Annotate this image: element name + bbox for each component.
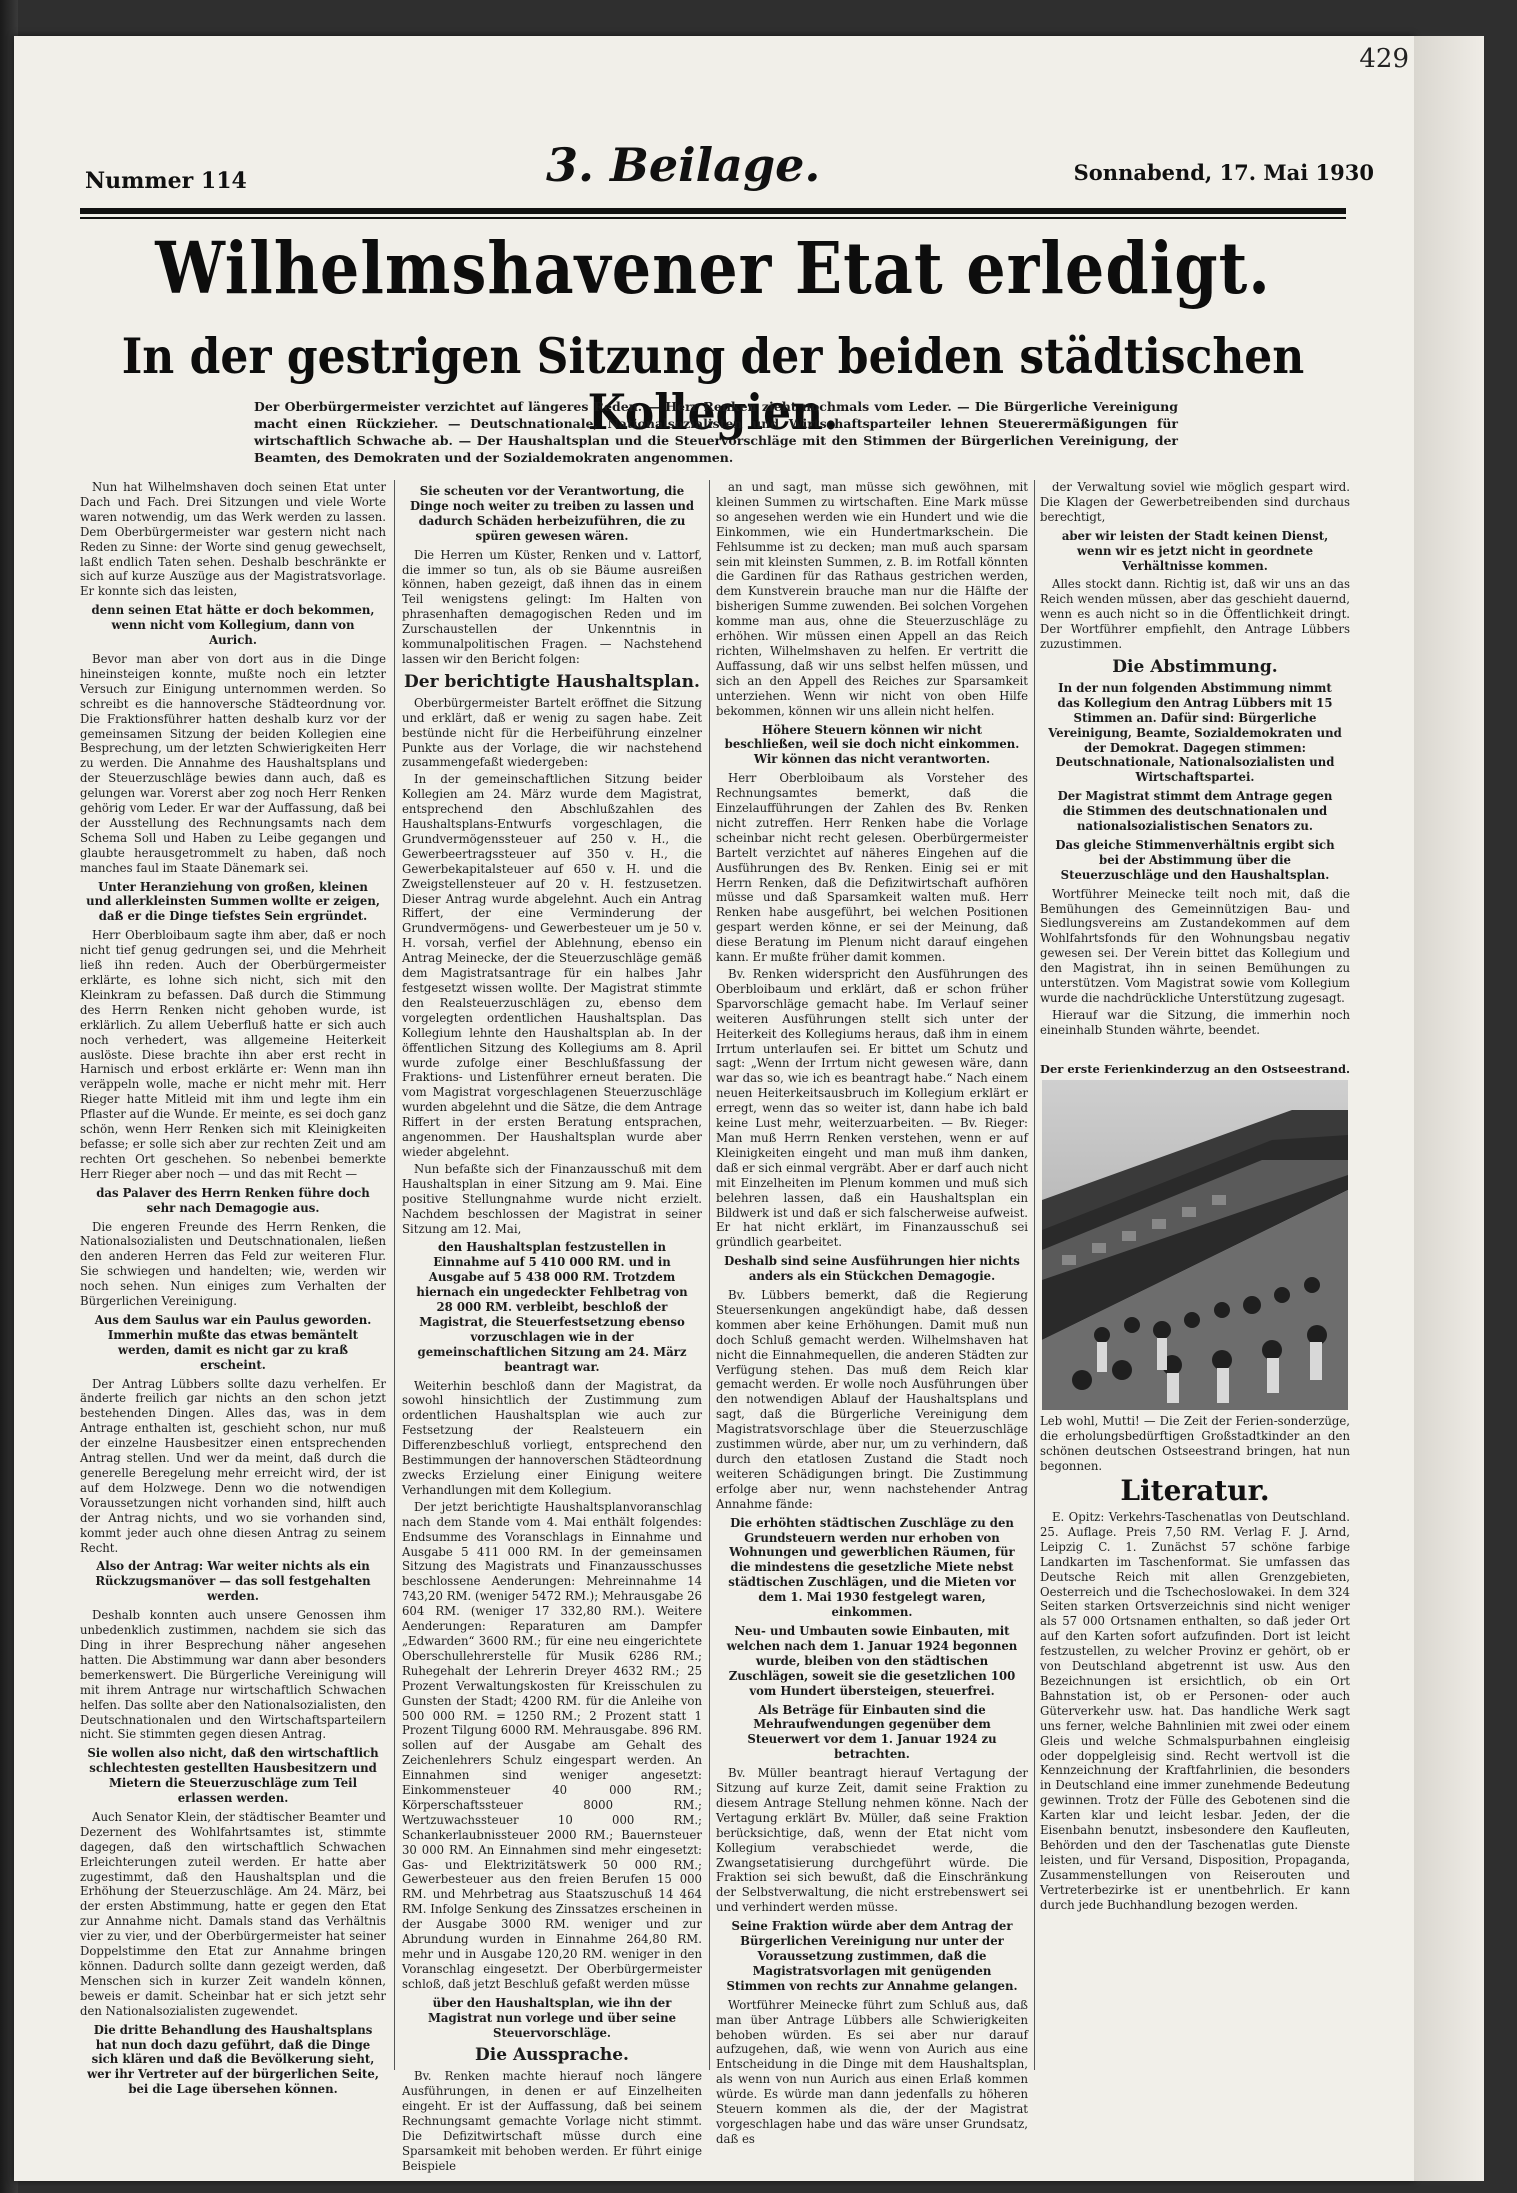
emphasized-paragraph: Das gleiche Stimmenverhältnis ergibt sich bei der Abstimmung über die Steuerzuschläge und den Haushaltsplan. — [1055, 837, 1335, 882]
paragraph: Die engeren Freunde des Herrn Renken, die Nationalsozialisten und Deutschnationalen, ließen den anderen Herren das Feld zur weiteren Flur. Sie schwiegen und handelten; wie, werden wir noch sehen. Nun einiges zum Verhalten der Bürgerlichen Vereinigung. — [80, 1219, 386, 1309]
paragraph: Weiterhin beschloß dann der Magistrat, da sowohl hinsichtlich der Zustimmung zum ordentlichen Haushaltsplan wie auch zur Festsetzung der Realsteuern ein Differenzbeschluß vorliegt, entsprechend den Bestimmungen der hannoverschen Städteordnung zwecks Erzielung einer Einigung weitere Verhandlungen mit dem Kollegium. — [402, 1378, 702, 1497]
paragraph: Bv. Müller beantragt hierauf Vertagung der Sitzung auf kurze Zeit, damit seine Fraktion zu diesem Antrage Stellung nehmen könne. Nach der Vertagung erklärt Bv. Müller, daß seine Fraktion berücksichtige, daß, wenn der Etat nicht vom Kollegium verabschiedet werde, die Zwangsetatisierung durchgeführt würde. Die Fraktion sei sich bewußt, daß die Einschränkung der Selbstverwaltung, die nicht erstrebenswert sei und verhindert werden müsse. — [716, 1766, 1028, 1915]
literatur-heading: Literatur. — [1120, 1474, 1270, 1507]
emphasized-paragraph: In der nun folgenden Abstimmung nimmt das Kollegium den Antrag Lübbers mit 15 Stimmen an. Dafür sind: Bürgerliche Vereinigung, Beamte, Sozialdemokraten und der Demokrat. Dagegen stimmen: Deutschnationale, Nationalsozialisten und Wirtschaftspartei. — [1048, 680, 1342, 785]
emphasized-paragraph: Deshalb sind seine Ausführungen hier nichts anders als ein Stückchen Demagogie. — [724, 1254, 1020, 1284]
emphasized-paragraph: Der Magistrat stimmt dem Antrage gegen die Stimmen des deutschnationalen und nationalsozialistischen Senators zu. — [1057, 789, 1333, 834]
paragraph: Bevor man aber von dort aus in die Dinge hineinsteigen konnte, mußte noch ein letzter Versuch zur Einigung unternommen werden. So schreibt es die hannoversche Städteordnung vor. Die Fraktionsführer hatten deshalb kurz vor der gemeinsamen Sitzung der beiden Kollegien eine Besprechung, um der letzten Schwierigkeiten Herr zu werden. Die Annahme des Haushaltsplans und der Steuerzuschläge bewies dann auch, daß es gelungen war. Vorerst aber zog noch Herr Renken gehörig vom Leder. Er war der Auffassung, daß bei der Ausstellung des Rechnungsamts nach dem Schema Soll und Haben zu Leibe gegangen und glaubte herausgetrommelt zu haben, daß noch manches faul im Staate Dänemark sei. — [80, 651, 386, 875]
paragraph: Bv. Renken machte hierauf noch längere Ausführungen, in denen er auf Einzelheiten eingeht. Er ist der Auffassung, daß bei seinem Rechnungsamt gemachte Vorlage nicht stimmt. Die Defizitwirtschaft müsse durch eine Sparsamkeit mit behoben werden. Er führt einige Beispiele — [402, 2069, 702, 2173]
emphasized-paragraph: Sie wollen also nicht, daß den wirtschaftlich schlechtesten gestellten Hausbesitzern und Mietern die Steuerzuschläge zum Teil erlassen werden. — [87, 1746, 379, 1806]
paragraph: Deshalb konnten auch unsere Genossen ihm unbedenklich zustimmen, nachdem sie sich das Ding in ihrer Besprechung näher angesehen hatten. Die Abstimmung war dann aber besonders bemerkenswert. Die Bürgerliche Vereinigung will mit ihrem Antrage nur wirtschaftlich Schwachen helfen. Das sollte aber den Nationalsozialisten, den Deutschnationalen und den Wirtschaftsparteilern nicht. Sie stimmten gegen diesen Antrag. — [80, 1608, 386, 1742]
emphasized-paragraph: Also der Antrag: War weiter nichts als ein Rückzugsmanöver — das soll festgehalten werden. — [95, 1559, 371, 1604]
article-column-3 — [716, 480, 1028, 2146]
paragraph: Hierauf war die Sitzung, die immerhin noch eineinhalb Stunden währte, beendet. — [1040, 1007, 1350, 1037]
lead-paragraph: Der Oberbürgermeister verzichtet auf längeres Reden. — Herr Renken zieht nochmals vom Leder. — Die Bürgerliche Vereinigung macht einen Rückzieher. — Deutschnationale, Nationalsozialisten und Wirtschaftsparteiler lehnen Steuerermäßigungen für wirtschaftlich Schwache ab. — Der Haushaltsplan und die Steuervorschläge mit den Stimmen der Bürgerlichen Vereinigung, der Beamten, des Demokraten und der Sozialdemokraten angenommen. — [254, 399, 1178, 465]
page-edge-strip — [1414, 36, 1484, 2181]
column-rule — [1034, 480, 1035, 2070]
paragraph: Auch Senator Klein, der städtischer Beamter und Dezernent des Wohlfahrtsamtes ist, stimmte dagegen, daß den wirtschaftlich Schwachen Erleichterungen zuteil werden. Er hatte aber zugestimmt, daß den Haushaltsplan und die Erhöhung der Steuerzuschläge. Am 24. März, bei der ersten Abstimmung, hatte er gegen den Etat zur Annahme nicht. Damals stand das Verhältnis vier zu vier, und der Oberbürgermeister hat seiner Doppelstimme den Etat zur Annahme bringen können. Dadurch sollte dann gezeigt werden, daß Menschen sich in kurzer Zeit wandeln können, beweis er damit. Scheinbar hat er sich jetzt sehr den Nationalsozialisten zugewendet. — [80, 1809, 386, 2018]
subheadline: In der gestrigen Sitzung der beiden städtischen Kollegien. — [121, 328, 1305, 442]
article-column-2 — [402, 480, 702, 2173]
column-rule — [709, 480, 710, 2070]
paragraph: E. Opitz: Verkehrs-Taschenatlas von Deutschland. 25. Auflage. Preis 7,50 RM. Verlag F. J. Arnd, Leipzig C. 1. Zunächst 57 schöne farbige Landkarten im Taschenformat. Sie umfassen das Deutsche Reich mit allen Grenzgebieten, Oesterreich und die Tschechoslowakei. In dem 324 Seiten starken Ortsverzeichnis sind nicht weniger als 57 000 Ortsnamen enthalten, so daß jeder Ort auf den Karten sofort aufzufinden. Dort ist leicht festzustellen, zu welcher Provinz er gehört, ob er von Deutschland abgetrennt ist usw. Aus den Bezeichnungen ist ersichtlich, ob ein Ort Bahnstation ist, ob er Personen- oder auch Güterverkehr usw. hat. Das handliche Werk sagt uns ferner, welche Bahnlinien mit zwei oder einem Gleis und welche Schmalspurbahnen eingleisig oder doppelgleisig sind. Recht wertvoll ist die Kennzeichnung der Kraftfahrlinien, die besonders in Deutschland eine immer zunehmende Bedeutung gewinnen. Trotz der Fülle des Gebotenen sind die Karten klar und leicht lesbar. Jeden, der die Eisenbahn benutzt, insbesondere den Kaufleuten, Behörden und den der Taschenatlas gute Dienste leisten, und für Versand, Disposition, Propaganda, Zusammenstellungen von Reiserouten und Vertreterbezirke ist er unentbehrlich. Er kann durch jede Buchhandlung bezogen werden. — [1040, 1510, 1350, 1912]
emphasized-paragraph: Höhere Steuern können wir nicht beschließen, weil sie doch nicht einkommen. Wir können das nicht verantworten. — [724, 722, 1020, 767]
paragraph: Wortführer Meinecke teilt noch mit, daß die Bemühungen des Gemeinnützigen Bau- und Siedlungsvereins am Zustandekommen auf dem Wohlfahrtsfonds für den Wohnungsbau negativ gewesen sei. Der Verein bittet das Kollegium und den Magistrat, ihn in seinen Bemühungen zu unterstützen. Vom Magistrat sowie vom Kollegium wurde die nachdrückliche Unterstützung zugesagt. — [1040, 886, 1350, 1005]
header-rule-thin — [80, 217, 1346, 219]
paragraph: Wortführer Meinecke führt zum Schluß aus, daß man über Antrage Lübbers alle Schwierigkeiten behoben würden. Es sei aber nur darauf aufzugehen, daß, wie wenn von Aurich aus eine Entscheidung in die Dinge mit dem Haushaltsplan, als wenn von nun Aurich aus einen Erlaß kommen würde. Es würde man dann jedenfalls zu höheren Steuern kommen als die, der der Magistrat vorgeschlagen habe und das wäre unser Grundsatz, daß es — [716, 1997, 1028, 2146]
subheading: Die Abstimmung. — [1112, 656, 1278, 677]
paragraph: Nun befaßte sich der Finanzausschuß mit dem Haushaltsplan in einer Sitzung am 9. Mai. Eine positive Stellungnahme wurde nicht erzielt. Nachdem beschlossen der Magistrat in seiner Sitzung am 12. Mai, — [402, 1161, 702, 1236]
photo-title: Der erste Ferienkinderzug an den Ostseestrand. — [1040, 1062, 1350, 1076]
issue-date: Sonnabend, 17. Mai 1930 — [1073, 160, 1374, 185]
paragraph: Bv. Renken widerspricht den Ausführungen des Oberbloibaum und erklärt, daß er schon früher Sparvorschläge gemacht habe. Im Verlauf seiner weiteren Ausführungen stellt sich unter der Heiterkeit des Kollegiums heraus, daß ihm in einem Irrtum unterlaufen sei. Er bittet um Schutz und sagt: „Wenn der Irrtum nicht gewesen wäre, dann war das so, wie ich es beantragt habe.“ Nach einem neuen Heiterkeitsausbruch im Kollegium erklärt er erregt, wenn das so weiter ist, dann habe ich bald keine Lust mehr, weiterzuarbeiten. — Bv. Rieger: Man muß Herrn Renken verstehen, wenn er auf Kleinigkeiten eingeht und man muß ihm danken, daß er sich einmal vergräbt. Aber er darf auch nicht mit Einzelheiten im Plenum kommen und muß sich belehren lassen, daß ein Haushaltsplan ein Bildwerk ist und daß er sich falscherweise aufweist. Er hat nicht erklärt, im Finanzausschuß sei gründlich gearbeitet. — [716, 967, 1028, 1250]
paragraph: Der jetzt berichtigte Haushaltsplanvoranschlag nach dem Stande vom 4. Mai enthält folgendes: Endsumme des Voranschlags in Einnahme und Ausgabe 5 411 000 RM. In der gemeinsamen Sitzung des Magistrats und Finanzausschusses beschlossene Aenderungen: Mehreinnahme 14 743,20 RM. (weniger 5472 RM.); Mehrausgabe 26 604 RM. (weniger 17 332,80 RM.). Weitere Aenderungen: Reparaturen am Dampfer „Edwarden“ 3600 RM.; für eine neu eingerichtete Oberschullehrerstelle für Musik 6286 RM.; Ruhegehalt der Lehrerin Dreyer 4632 RM.; 25 Prozent Verwaltungskosten für Kreisschulen zu Gunsten der Stadt; 4200 RM. für die Anleihe von 500 000 RM. = 1250 RM.; 2 Prozent statt 1 Prozent Tilgung 6000 RM. Mehrausgabe. 896 RM. sollen auf der Ausgabe am Gehalt des Zeichenlehrers Schulz eingespart werden. An Einnahmen sind weniger angesetzt: Einkommensteuer 40 000 RM.; Körperschaftssteuer 8000 RM.; Wertzuwachssteuer 10 000 RM.; Schankerlaubnissteuer 2000 RM.; Bauernsteuer 30 000 RM. An Einnahmen sind mehr eingesetzt: Gas- und Elektrizitätswerk 50 000 RM.; Gewerbesteuer aus den freien Berufen 15 000 RM. und Mehrbetrag aus Staatszuschuß 14 464 RM. Infolge Senkung des Zinssatzes erscheinen in der Ausgabe 3000 RM. weniger und zur Abrundung wurden in Einnahme 264,80 RM. mehr und in Ausgabe 120,20 RM. weniger in den Voranschlag eingesetzt. Der Oberbürgermeister schloß, daß jetzt Beschluß gefaßt werden müsse — [402, 1499, 702, 1991]
emphasized-paragraph: Neu- und Umbauten sowie Einbauten, mit welchen nach dem 1. Januar 1924 begonnen wurde, bleiben von den städtischen Zuschlägen, soweit sie die gesetzlichen 100 vom Hundert übersteigen, steuerfrei. — [726, 1623, 1018, 1698]
emphasized-paragraph: das Palaver des Herrn Renken führe doch sehr nach Demagogie aus. — [96, 1185, 370, 1215]
article-column-4 — [1040, 480, 1350, 1062]
emphasized-paragraph: Die erhöhten städtischen Zuschläge zu den Grundsteuern werden nur erhoben von Wohnungen und gewerblichen Räumen, für die mindestens die gesetzliche Miete nebst städtischen Zuschlägen, und die Mieten vor dem 1. Mai 1930 festgelegt waren, einkommen. — [728, 1515, 1016, 1620]
issue-number: Nummer 114 — [85, 168, 247, 194]
emphasized-paragraph: über den Haushaltsplan, wie ihn der Magistrat nun vorlege und über seine Steuervorschläge. — [427, 1995, 677, 2040]
photo-illustration — [1042, 1080, 1348, 1410]
photo-caption: Leb wohl, Mutti! — Die Zeit der Ferien-sonderzüge, die erholungsbedürftigen Großstadtkinder an den schönen deutschen Ostseestrand bringen, hat nun begonnen. — [1040, 1414, 1350, 1473]
paragraph: Die Herren um Küster, Renken und v. Lattorf, die immer so tun, als ob sie Bäume ausreißen können, haben gezeigt, daß ihnen das in einem Teil wenigstens gelingt: Im Halten von phrasenhaften demagogischen Reden und im Zurschaustellen der Unkenntnis in kommunalpolitischen Fragen. — Nachstehend lassen wir den Bericht folgen: — [402, 547, 702, 666]
paragraph: Oberbürgermeister Bartelt eröffnet die Sitzung und erklärt, daß er wenig zu sagen habe. Zeit bestünde nicht für die Herbeiführung einzelner Punkte aus der Vorlage, die wir nachstehend zusammengefaßt wiedergeben: — [402, 695, 702, 770]
headline: Wilhelmshavener Etat erledigt. — [155, 226, 1271, 311]
paragraph: Herr Oberbloibaum als Vorsteher des Rechnungsamtes bemerkt, daß die Einzelaufführungen der Zahlen des Bv. Renken nicht zutreffen. Herr Renken habe die Vorlage scheinbar nicht recht gelesen. Oberbürgermeister Bartelt verzichtet auf näheres Eingehen auf die Ausführungen des Bv. Renken. Einig sei er mit Herrn Renken, daß die Defizitwirtschaft aufhören müsse und daß Sparsamkeit walten muß. Herr Renken habe ausgeführt, bei welchen Positionen gespart werden könne, er sei der Meinung, daß diese Beratung im Plenum nicht darauf eingehen kann. Er mußte früher damit kommen. — [716, 771, 1028, 965]
paragraph: Alles stockt dann. Richtig ist, daß wir uns an das Reich wenden müssen, aber das geschieht dauernd, wenn es auch nicht so in die Öffentlichkeit dringt. Der Wortführer empfiehlt, den Antrage Lübbers zuzustimmen. — [1040, 577, 1350, 652]
paragraph: In der gemeinschaftlichen Sitzung beider Kollegien am 24. März wurde dem Magistrat, entsprechend den Abschlußzahlen des Haushaltsplans-Entwurfs vorgeschlagen, die Grundvermögenssteuer auf 250 v. H., die Gewerbeertragssteuer auf 350 v. H., die Gewerbekapitalsteuer auf 650 v. H. und die Zweigstellensteuer auf 20 v. H. festzusetzen. Dieser Antrag wurde abgelehnt. Auch ein Antrag Riffert, der eine Verminderung der Grundvermögens- und Gewerbesteuer um je 50 v. H. vorsah, verfiel der Ablehnung, ebenso ein Antrag Meinecke, der die Steuerzuschläge gemäß dem Magistratsantrage für ein halbes Jahr festgesetzt wissen wollte. Der Magistrat stimmte den Realsteuerzuschlägen zu, ebenso dem vorgelegten ordentlichen Haushaltsplan. Das Kollegium lehnte den Haushaltsplan ab. In der öffentlichen Sitzung des Kollegiums am 8. April wurde zufolge einer Beschlußfassung der Fraktions- und Listenführer erneut beraten. Die vom Magistrat vorgeschlagenen Steuerzuschläge wurden abgelehnt und die Sätze, die dem Antrage Riffert in der ersten Beratung entsprachen, angenommen. Der Haushaltsplan wurde aber wieder abgelehnt. — [402, 772, 702, 1159]
paragraph: Bv. Lübbers bemerkt, daß die Regierung Steuersenkungen angekündigt habe, daß dessen kommen aber keine Erhöhungen. Damit muß nun doch Schluß gemacht werden. Wilhelmshaven hat nicht die Einnahmequellen, die anderen Städten zur Verfügung stehen. Das muß dem Reich klar gemacht werden. Er wolle noch Ausführungen über den notwendigen Ablauf der Haushaltsplans und sagt, daß die Bürgerliche Vereinigung dem Magistratsvorschlage über die Steuerzuschläge zustimmen würde, aber nur, um zu verhindern, daß durch den etatlosen Zustand die Stadt noch weiteren Schädigungen bringt. Die Zustimmung erfolge aber nur, wenn nachstehender Antrag Annahme fände: — [716, 1288, 1028, 1511]
paragraph: Der Antrag Lübbers sollte dazu verhelfen. Er änderte freilich gar nichts an den schon jetzt bestehenden Dingen. Alles das, was in dem Antrage enthalten ist, geschieht schon, nur muß der einzelne Hausbesitzer einen entsprechenden Antrag stellen. Und wer da meint, daß durch die generelle Beregelung mehr erreicht wird, der ist auf dem Holzwege. Denn wo die notwendigen Voraussetzungen nicht vorhanden sind, hilft auch der Antrag nichts, und wo sie vorhanden sind, kommt jeder auch ohne diesen Antrag zu seinem Recht. — [80, 1376, 386, 1555]
subheading: Der berichtigte Haushaltsplan. — [404, 671, 700, 692]
emphasized-paragraph: den Haushaltsplan festzustellen in Einnahme auf 5 410 000 RM. und in Ausgabe auf 5 438 000 RM. Trotzdem hiernach ein ungedeckter Fehlbetrag von 28 000 RM. verbleibt, beschloß der Magistrat, die Steuerfestsetzung ebenso vorzuschlagen wie in der gemeinschaftlichen Sitzung am 24. März beantragt war. — [416, 1240, 688, 1374]
column-rule — [394, 480, 395, 2070]
section-title: 3. Beilage. — [546, 138, 821, 192]
subheading: Die Aussprache. — [475, 2045, 629, 2066]
paragraph: der Verwaltung soviel wie möglich gespart wird. Die Klagen der Gewerbetreibenden sind durchaus berechtigt, — [1040, 480, 1350, 524]
article-column-1 — [80, 480, 386, 2097]
emphasized-paragraph: Sie scheuten vor der Verantwortung, die Dinge noch weiter zu treiben zu lassen und dadurch Schäden herbeizuführen, die zu spüren gewesen wären. — [409, 484, 695, 543]
emphasized-paragraph: Unter Heranziehung von großen, kleinen und allerkleinsten Summen wollte er zeigen, daß er die Dinge tiefstes Sein ergründet. — [86, 879, 380, 924]
emphasized-paragraph: denn seinen Etat hätte er doch bekommen, wenn nicht vom Kollegium, dann von Aurich. — [91, 603, 375, 648]
emphasized-paragraph: aber wir leisten der Stadt keinen Dienst, wenn wir es jetzt nicht in geordnete Verhältnisse kommen. — [1061, 528, 1329, 573]
emphasized-paragraph: Seine Fraktion würde aber dem Antrag der Bürgerlichen Vereinigung nur unter der Voraussetzung zustimmen, daß die Magistratsvorlagen mit genügenden Stimmen von rechts zur Annahme gelangen. — [726, 1919, 1018, 1993]
literatur-column — [1040, 1510, 1350, 2070]
paragraph: an und sagt, man müsse sich gewöhnen, mit kleinen Summen zu wirtschaften. Eine Mark müsse so angesehen werden wie ein Hundert und wie die Einkommen, wie ein Hundertmarkschein. Die Fehlsumme ist zu decken; man muß auch sparsam sein mit kleinsten Summen, z. B. im Rotfall könnten die Gardinen für das Rathaus gestrichen werden, dem Kunstverein brauche man nur die Hälfte der bisherigen Summe zuwenden. Bei solchen Vorgehen komme man aus, ohne die Steuerzuschläge zu erhöhen. Wir müssen einen Appell an das Reich richten, Wilhelmshaven zu helfen. Er vertritt die Auffassung, daß wir uns selbst helfen müssen, und sich an den Appell des Reiches zur Sparsamkeit unterziehen. Wenn wir nicht von oben Hilfe bekommen, können wir uns allein nicht helfen. — [716, 480, 1028, 718]
paragraph: Herr Oberbloibaum sagte ihm aber, daß er noch nicht tief genug gedrungen sei, und die Mehrheit ließ ihn reden. Auch der Oberbürgermeister erklärte, es lohne sich nicht, sich mit den Kleinkram zu befassen. Daß durch die Stimmung des Herrn Renken nicht gehoben wurde, ist erklärlich. Zu allem Ueberfluß hatte er sich auch noch verhedert, was allgemeine Heiterkeit auslöste. Diese brachte ihn aber erst recht in Harnisch und erbost erklärte er: Wenn man ihn veräppeln wolle, mache er nicht mehr mit. Herr Rieger hatte Mitleid mit ihm und legte ihm ein Pflaster auf die Wunde. Er meinte, es sei doch ganz schön, wenn Herr Renken sich mit Kleinigkeiten befasse; er solle sich aber zur rechten Zeit und am rechten Ort geschehen. So nebenbei bemerkte Herr Rieger aber noch — und das mit Recht — — [80, 928, 386, 1181]
paragraph: Nun hat Wilhelmshaven doch seinen Etat unter Dach und Fach. Drei Sitzungen und viele Worte waren notwendig, um das Werk werden zu lassen. Dem Oberbürgermeister war gestern nicht nach Reden zu Sinne: der Worte sind genug gewechselt, laßt endlich Taten sehen. Deshalb beschränkte er sich auf kurze Auszüge aus der Magistratsvorlage. Er konnte sich das leisten, — [80, 480, 386, 599]
header-rule — [80, 208, 1346, 214]
train-station-photo — [1042, 1080, 1348, 1410]
emphasized-paragraph: Die dritte Behandlung des Haushaltsplans hat nun doch dazu geführt, daß die Dinge sich klären und daß die Bevölkerung sieht, wer ihr Vertreter auf der bürgerlichen Seite, bei die Lage übersehen können. — [87, 2022, 379, 2097]
emphasized-paragraph: Aus dem Saulus war ein Paulus geworden. Immerhin mußte das etwas bemäntelt werden, damit es nicht gar zu kraß erscheint. — [94, 1312, 372, 1372]
emphasized-paragraph: Als Beträge für Einbauten sind die Mehraufwendungen gegenüber dem Steuerwert vor dem 1. Januar 1924 zu betrachten. — [747, 1702, 997, 1762]
page-number: 429 — [1359, 44, 1409, 74]
